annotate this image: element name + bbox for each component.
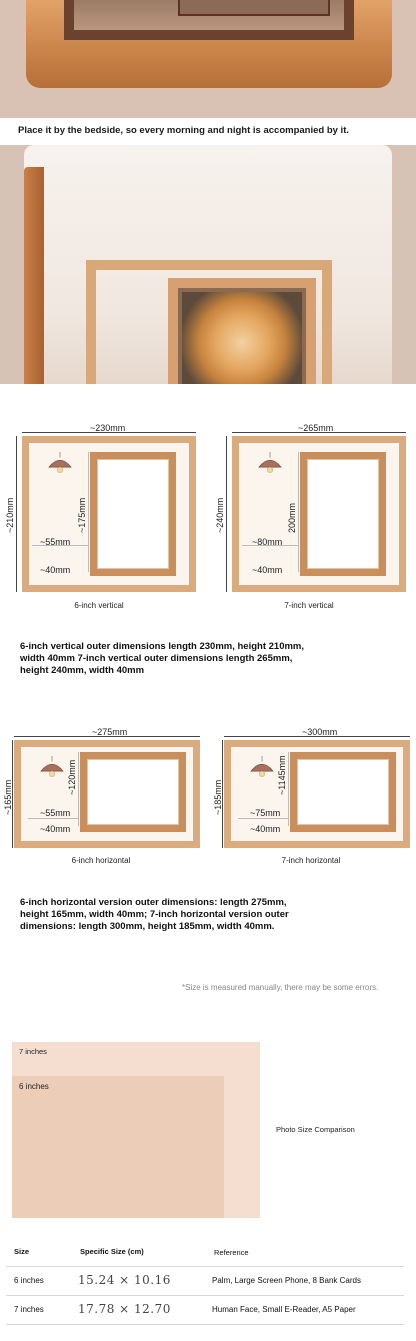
row-7-dims: 17.78 × 12.70 <box>78 1302 171 1316</box>
row-divider <box>6 1324 404 1325</box>
width-label: ~275mm <box>92 727 128 737</box>
height-label: ~185mm <box>213 779 223 815</box>
depth-label: ~40mm <box>40 824 71 834</box>
width-label: ~230mm <box>90 423 126 433</box>
row-6-reference: Palm, Large Screen Phone, 8 Bank Cards <box>212 1276 361 1285</box>
inner-width-line <box>238 818 288 819</box>
height-label: ~240mm <box>215 497 225 533</box>
bedside-product-photo <box>0 145 416 384</box>
size-6-inch-area <box>12 1076 224 1218</box>
row-divider <box>6 1295 404 1296</box>
caption: 6-inch vertical <box>74 601 124 610</box>
row-7-size: 7 inches <box>14 1305 44 1314</box>
inner-width-label: ~80mm <box>252 537 283 547</box>
inner-height-label: ~120mm <box>67 759 77 795</box>
header-reference: Reference <box>214 1248 249 1257</box>
photo-frame <box>80 752 186 832</box>
inner-width-label: ~75mm <box>250 808 281 818</box>
lamp-icon <box>242 756 282 778</box>
header-size: Size <box>14 1247 30 1256</box>
comparison-title: Photo Size Comparison <box>276 1125 355 1134</box>
height-label: ~210mm <box>5 497 15 533</box>
chair-edge <box>24 167 44 384</box>
tagline: Place it by the bedside, so every morning and night is accompanied by it. <box>18 125 349 136</box>
height-dimension-line <box>16 436 17 592</box>
inner-frame-bottom <box>178 0 330 16</box>
depth-label: ~40mm <box>252 565 283 575</box>
lamp-icon <box>40 452 80 474</box>
inner-height-line <box>78 752 79 826</box>
depth-label: ~40mm <box>40 565 71 575</box>
height-dimension-line <box>226 436 227 592</box>
inner-width-line <box>28 818 78 819</box>
lamp-icon <box>32 756 72 778</box>
inner-width-label: ~55mm <box>40 537 71 547</box>
width-label: ~265mm <box>298 423 334 433</box>
horizontal-description: 6-inch horizontal version outer dimensions: length 275mm, height 165mm, width 40mm; 7-inch horizontal version outer dimensions: length 300mm, height 185mm, width 40mm. <box>20 897 289 932</box>
inner-height-label: ~1145mm <box>277 755 287 795</box>
inner-height-label: 200mm <box>287 502 297 533</box>
row-divider <box>6 1266 404 1267</box>
inner-width-label: ~55mm <box>40 808 71 818</box>
row-6-dims: 15.24 × 10.16 <box>78 1273 171 1287</box>
photo-frame <box>90 452 176 576</box>
header-specific-size: Specific Size (cm) <box>80 1247 144 1256</box>
photo-frame <box>290 752 396 832</box>
measurement-note: *Size is measured manually, there may be some errors. <box>182 983 379 992</box>
caption: 7-inch vertical <box>284 601 334 610</box>
inner-height-label: ~175mm <box>77 497 87 533</box>
top-product-photo <box>0 0 416 118</box>
width-label: ~300mm <box>302 727 338 737</box>
photo-frame <box>300 452 386 576</box>
inner-height-line <box>88 452 89 572</box>
height-label: ~165mm <box>3 779 13 815</box>
inner-height-line <box>288 752 289 826</box>
lamp-icon <box>250 452 290 474</box>
label-7-inches: 7 inches <box>19 1047 47 1056</box>
inner-height-line <box>298 452 299 572</box>
dog-photo <box>182 292 302 384</box>
label-6-inches: 6 inches <box>19 1082 49 1091</box>
row-6-size: 6 inches <box>14 1276 44 1285</box>
row-7-reference: Human Face, Small E-Reader, A5 Paper <box>212 1305 356 1314</box>
vertical-description: 6-inch vertical outer dimensions length 230mm, height 210mm, width 40mm 7-inch vertical outer dimensions length 265mm, height 240mm, width 40mm <box>20 641 305 676</box>
caption: 7-inch horizontal <box>281 856 341 865</box>
caption: 6-inch horizontal <box>71 856 131 865</box>
depth-label: ~40mm <box>250 824 281 834</box>
